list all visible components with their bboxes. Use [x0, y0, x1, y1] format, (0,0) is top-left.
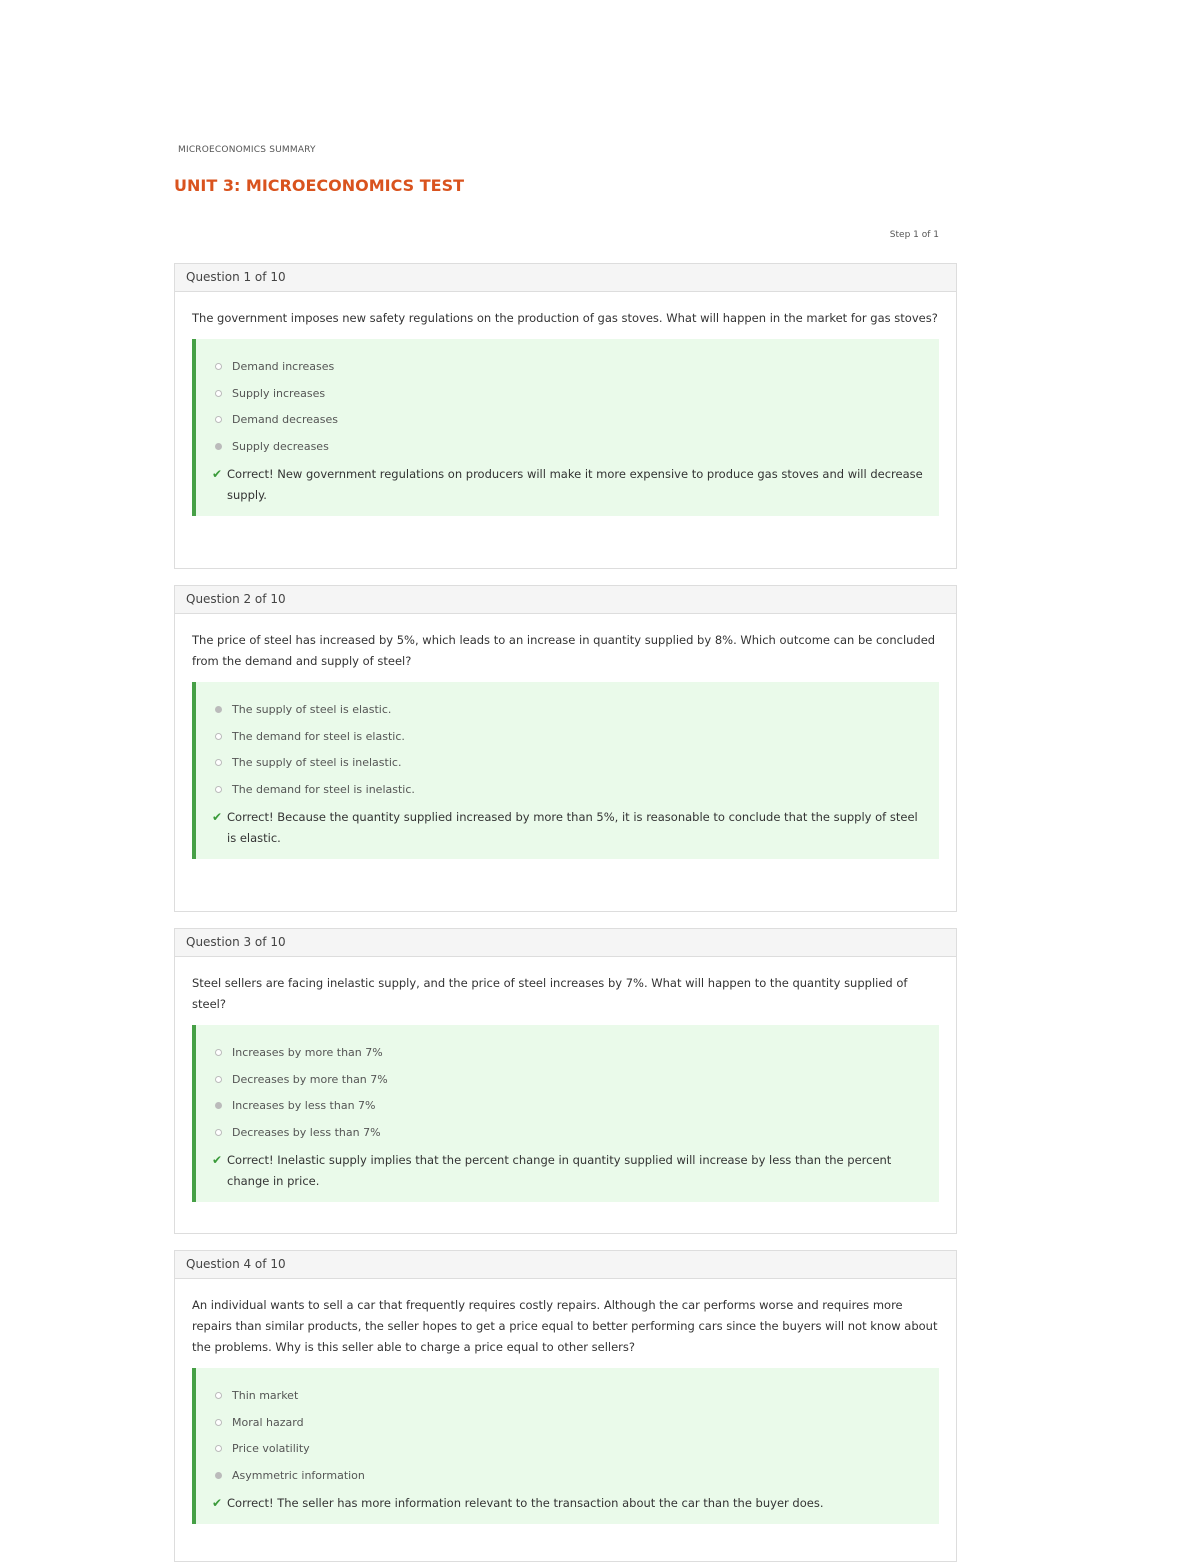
question-text: The price of steel has increased by 5%, which leads to an increase in quantity supplied by 8%. Which outcome can be concluded from the demand and supply of steel?: [192, 633, 936, 668]
option-label: The supply of steel is inelastic.: [232, 756, 402, 770]
answer-option[interactable]: [212, 776, 923, 803]
checkmark-icon: ✔: [212, 1153, 223, 1168]
answer-option[interactable]: [212, 1462, 923, 1489]
radio-button[interactable]: [215, 733, 222, 740]
feedback-message: [212, 464, 923, 506]
option-label: Thin market: [232, 1388, 299, 1402]
option-label: Demand increases: [232, 359, 335, 373]
option-label: The supply of steel is elastic.: [232, 702, 392, 716]
answer-option[interactable]: [212, 1119, 923, 1146]
option-label: Supply decreases: [232, 440, 329, 454]
step-indicator: Step 1 of 1: [889, 230, 939, 240]
option-label: Demand decreases: [232, 413, 338, 427]
question-card-4: [174, 1250, 957, 1562]
option-label: Moral hazard: [232, 1415, 304, 1429]
page-title: UNIT 3: MICROECONOMICS TEST: [174, 176, 465, 195]
answer-panel: [192, 1025, 939, 1202]
answer-option[interactable]: [212, 750, 923, 777]
answer-panel: [192, 1368, 939, 1524]
option-label: Decreases by more than 7%: [232, 1072, 388, 1086]
feedback-text: Correct! Because the quantity supplied increased by more than 5%, it is reasonable to conclude that the supply of steel is elastic.: [227, 810, 918, 846]
feedback-text: Correct! The seller has more information relevant to the transaction about the car than the buyer does.: [227, 1496, 824, 1511]
feedback-text: Correct! Inelastic supply implies that the percent change in quantity supplied will increase by less than the percent change in price.: [227, 1153, 892, 1189]
question-text: An individual wants to sell a car that frequently requires costly repairs. Although the car performs worse and requires more repairs than similar products, the seller hopes to get a price equal to better performing cars since the buyers will not know about the problems. Why is this seller able to charge a price equal to other sellers?: [192, 1298, 938, 1354]
course-breadcrumb[interactable]: MICROECONOMICS SUMMARY: [178, 145, 316, 155]
radio-button[interactable]: [215, 786, 222, 793]
radio-button[interactable]: [215, 1419, 222, 1426]
feedback-message: [212, 1150, 923, 1192]
feedback-text: Correct! New government regulations on producers will make it more expensive to produce gas stoves and will decrease supply.: [227, 467, 923, 503]
question-header: Question 3 of 10: [175, 929, 956, 957]
option-label: Asymmetric information: [232, 1469, 365, 1483]
answer-panel: [192, 682, 939, 859]
option-label: Increases by less than 7%: [232, 1099, 376, 1113]
answer-option[interactable]: [212, 1039, 923, 1066]
answer-option[interactable]: [212, 353, 923, 380]
answer-option[interactable]: [212, 380, 923, 407]
answer-option[interactable]: [212, 1382, 923, 1409]
checkmark-icon: ✔: [212, 467, 223, 482]
radio-button[interactable]: [215, 759, 222, 766]
answer-option[interactable]: [212, 433, 923, 460]
answer-option[interactable]: [212, 1436, 923, 1463]
radio-button-selected[interactable]: [215, 1102, 222, 1109]
option-label: Decreases by less than 7%: [232, 1126, 381, 1140]
question-header: Question 1 of 10: [175, 264, 956, 292]
radio-button[interactable]: [215, 1129, 222, 1136]
answer-option[interactable]: [212, 1066, 923, 1093]
answer-option[interactable]: [212, 1409, 923, 1436]
answer-option[interactable]: [212, 407, 923, 434]
question-text: The government imposes new safety regulations on the production of gas stoves. What will happen in the market for gas stoves?: [192, 311, 938, 325]
question-card-3: [174, 928, 957, 1234]
option-label: Increases by more than 7%: [232, 1045, 383, 1059]
feedback-message: [212, 807, 923, 849]
feedback-message: [212, 1493, 923, 1514]
question-header: Question 2 of 10: [175, 586, 956, 614]
answer-option[interactable]: [212, 723, 923, 750]
option-label: The demand for steel is elastic.: [232, 729, 405, 743]
checkmark-icon: ✔: [212, 1496, 223, 1511]
radio-button[interactable]: [215, 1392, 222, 1399]
answer-option[interactable]: [212, 696, 923, 723]
answer-option[interactable]: [212, 1093, 923, 1120]
question-card-2: [174, 585, 957, 912]
radio-button[interactable]: [215, 1049, 222, 1056]
radio-button-selected[interactable]: [215, 443, 222, 450]
radio-button[interactable]: [215, 363, 222, 370]
radio-button-selected[interactable]: [215, 1472, 222, 1479]
checkmark-icon: ✔: [212, 810, 223, 825]
option-label: Supply increases: [232, 386, 326, 400]
radio-button-selected[interactable]: [215, 706, 222, 713]
radio-button[interactable]: [215, 1445, 222, 1452]
radio-button[interactable]: [215, 416, 222, 423]
question-card-1: [174, 263, 957, 569]
question-header: Question 4 of 10: [175, 1251, 956, 1279]
question-text: Steel sellers are facing inelastic supply, and the price of steel increases by 7%. What will happen to the quantity supplied of steel?: [192, 976, 908, 1011]
option-label: The demand for steel is inelastic.: [232, 783, 415, 797]
radio-button[interactable]: [215, 1076, 222, 1083]
answer-panel: [192, 339, 939, 516]
option-label: Price volatility: [232, 1442, 310, 1456]
radio-button[interactable]: [215, 390, 222, 397]
